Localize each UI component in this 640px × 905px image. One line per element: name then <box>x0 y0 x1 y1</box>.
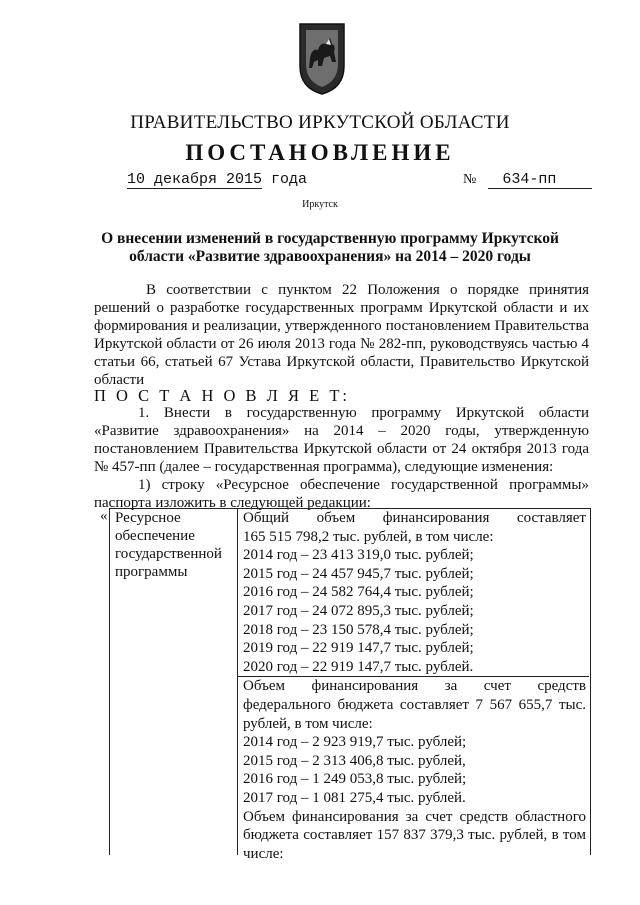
table-left-cell: Ресурсное обеспечение государственной программы <box>115 510 222 580</box>
total-year-line: 2017 год – 24 072 895,3 тыс. рублей; <box>243 602 474 619</box>
total-rest: 165 515 798,2 тыс. рублей, в том числе: <box>243 528 494 545</box>
government-name: ПРАВИТЕЛЬСТВО ИРКУТСКОЙ ОБЛАСТИ <box>130 112 510 133</box>
decree-date-value: 10 декабря 2015 <box>127 171 263 188</box>
federal-years-list <box>243 733 586 807</box>
number-sign: № <box>463 172 477 187</box>
total-year-line: 2016 год – 24 582 764,4 тыс. рублей; <box>243 584 474 601</box>
city: Иркутск <box>302 199 338 210</box>
federal-year-line: 2014 год – 2 923 919,7 тыс. рублей; <box>243 734 467 751</box>
table-column-divider <box>237 509 238 855</box>
open-quote: « <box>100 508 108 524</box>
total-year-line: 2018 год – 23 150 578,4 тыс. рублей; <box>243 621 474 638</box>
total-intro: Общий объем финансирования составляет <box>243 510 586 526</box>
federal-text: Объем финансирования за счет средств федерального бюджета составляет 7 567 655,7 тыс. рублей, в том числе: <box>243 678 586 732</box>
table-right-cell <box>243 509 586 863</box>
coat-of-arms-icon <box>296 18 348 96</box>
total-year-line: 2014 год – 23 413 319,0 тыс. рублей; <box>243 547 474 564</box>
document-type: ПОСТАНОВЛЕНИЕ <box>185 140 455 165</box>
total-year-line: 2020 год – 22 919 147,7 тыс. рублей. <box>243 658 474 675</box>
total-year-line: 2015 год – 24 457 945,7 тыс. рублей; <box>243 565 474 582</box>
federal-year-line: 2017 год – 1 081 275,4 тыс. рублей. <box>243 789 466 806</box>
number-value: 634-пп <box>488 171 592 189</box>
total-years-list <box>243 546 586 676</box>
decree-number <box>463 171 592 189</box>
federal-year-line: 2015 год – 2 313 406,8 тыс. рублей, <box>243 752 466 769</box>
item-1-paragraph: 1. Внести в государственную программу Иркутской области «Развитие здравоохранения» на 2014 – 2020 годы, утвержденную постановлением Правительства Иркутской области от 24 октября 2013 года № 457-пп (далее – государственная программа), следующие изменения: <box>94 405 589 475</box>
resource-table <box>109 508 591 862</box>
decree-date-suffix: года <box>271 171 308 188</box>
preamble-paragraph: В соответствии с пунктом 22 Положения о порядке принятия решений о разработке государственных программ Иркутской области и их формирования и реализации, утвержденного постановлением Правительства Иркутской области от 26 июля 2013 года № 282-пп, руководствуясь частью 4 статьи 66, статьей 67 Устава Иркутской области, Правительство Иркутской области <box>94 282 589 388</box>
regional-text: Объем финансирования за счет средств областного бюджета составляет 157 837 379,3 тыс. рублей, в том числе: <box>243 808 586 862</box>
total-year-line: 2019 год – 22 919 147,7 тыс. рублей; <box>243 640 474 657</box>
decree-date <box>127 171 307 188</box>
decree-subject: О внесении изменений в государственную программу Иркутской области «Развитие здравоохранения» на 2014 – 2020 годы <box>101 230 559 265</box>
resolves-heading: П О С Т А Н О В Л Я Е Т: <box>94 386 350 405</box>
federal-year-line: 2016 год – 1 249 053,8 тыс. рублей; <box>243 771 467 788</box>
item-1-1-paragraph: 1) строку «Ресурсное обеспечение государственной программы» паспорта изложить в следующей редакции: <box>94 477 589 511</box>
